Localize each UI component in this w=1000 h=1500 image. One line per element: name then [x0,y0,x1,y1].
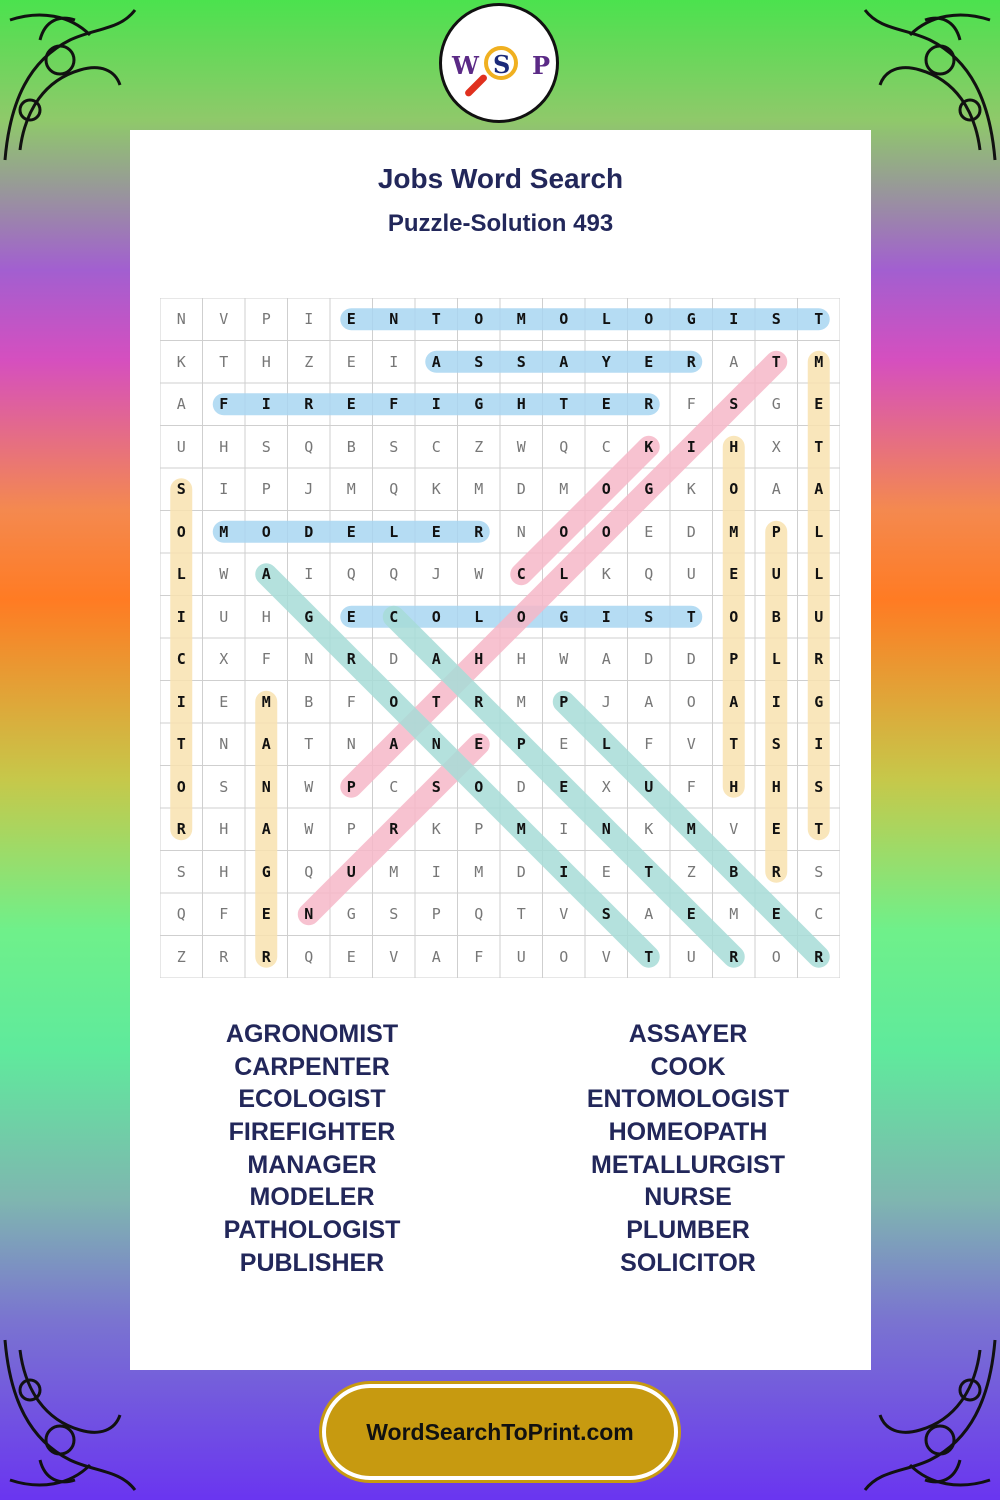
grid-letter: T [176,735,186,754]
grid-letter: R [474,692,484,711]
grid-letter: I [814,735,824,754]
grid-letter: S [516,352,526,371]
grid-letter: X [219,650,229,669]
grid-letter: C [601,437,611,456]
grid-letter: G [304,607,314,626]
grid-letter: I [304,565,314,584]
grid-letter: O [176,522,186,541]
grid-letter: W [516,437,526,456]
grid-letter: V [601,947,611,966]
grid-letter: H [474,650,484,669]
grid-letter: O [729,607,739,626]
grid-letter: Q [559,437,569,456]
grid-letter: F [389,395,399,414]
grid-letter: G [644,480,654,499]
grid-letter: Q [474,905,484,924]
grid-letter: R [176,820,186,839]
grid-letter: S [474,352,484,371]
grid-letter: H [729,777,739,796]
grid-letter: Q [389,480,399,499]
grid-letter: G [771,395,781,414]
grid-letter: R [389,820,399,839]
grid-letter: K [644,437,654,456]
grid-letter: T [559,395,569,414]
grid-letter: U [686,947,696,966]
grid-letter: O [389,692,399,711]
grid-letter: E [559,735,569,754]
grid-letter: I [304,310,314,329]
grid-letter: P [516,735,526,754]
logo-letter-s: S [493,50,511,79]
grid-letter: T [686,607,696,626]
grid-letter: G [814,692,824,711]
grid-letter: E [261,905,271,924]
grid-letter: O [559,522,569,541]
grid-letter: R [219,947,229,966]
grid-letter: U [686,565,696,584]
grid-letter: W [474,565,484,584]
grid-letter: O [431,607,441,626]
grid-letter: A [644,905,654,924]
grid-letter: G [559,607,569,626]
grid-letter: P [559,692,569,711]
grid-letter: J [431,565,441,584]
grid-letter: U [771,565,781,584]
grid-letter: I [686,437,696,456]
grid-letter: E [601,395,611,414]
grid-letter: Z [686,862,696,881]
grid-letter: F [686,395,696,414]
grid-letter: D [516,862,526,881]
grid-letter: J [601,692,611,711]
grid-letter: S [814,862,824,881]
grid-letter: Q [389,565,399,584]
grid-letter: D [644,650,654,669]
grid-letter: M [516,692,526,711]
grid-letter: P [346,777,356,796]
grid-letter: L [474,607,484,626]
grid-letter: V [559,905,569,924]
grid-letter: F [644,735,654,754]
word-search-grid [160,298,840,978]
grid-letter: S [176,862,186,881]
word-list-right [538,1018,838,1280]
grid-letter: U [176,437,186,456]
grid-letter: L [814,565,824,584]
grid-letter: V [729,820,739,839]
grid-letter: I [261,395,271,414]
grid-letter: D [304,522,314,541]
grid-letter: M [346,480,356,499]
grid-letter: Z [176,947,186,966]
grid-letter: M [219,522,229,541]
grid-letter: M [474,480,484,499]
grid-letter: E [346,947,356,966]
grid-letter: I [176,607,186,626]
grid-letter: A [431,947,441,966]
grid-letter: O [176,777,186,796]
grid-letter: A [601,650,611,669]
grid-letter: C [814,905,824,924]
grid-letter: S [261,437,271,456]
grid-letter: O [559,310,569,329]
grid-letter: M [261,692,271,711]
word-list-item: ASSAYER [628,1020,748,1048]
grid-letter: D [516,777,526,796]
grid-letter: C [389,777,399,796]
grid-letter: O [516,607,526,626]
grid-letter: S [219,777,229,796]
grid-letter: P [261,480,271,499]
grid-letter: N [389,310,399,329]
grid-letter: E [771,820,781,839]
grid-letter: L [814,522,824,541]
word-list-item: FIREFIGHTER [228,1118,396,1147]
grid-letter: F [346,692,356,711]
grid-letter: T [814,437,824,456]
grid-letter: I [559,862,569,881]
corner-flourish-ornament [860,1330,1000,1500]
grid-letter: X [771,437,781,456]
grid-letter: H [516,650,526,669]
grid-letter: M [814,352,824,371]
word-list-item: SOLICITOR [620,1248,756,1277]
grid-letter: H [771,777,781,796]
letter-grid [160,298,840,978]
grid-letter: O [474,777,484,796]
grid-letter: L [559,565,569,584]
grid-letter: R [686,352,696,371]
grid-letter: W [304,820,314,839]
grid-letter: P [474,820,484,839]
grid-letter: T [516,905,526,924]
corner-flourish-ornament [860,0,1000,170]
grid-letter: N [431,735,441,754]
grid-letter: M [559,480,569,499]
grid-letter: N [601,820,611,839]
grid-letter: T [644,947,654,966]
grid-letter: D [686,522,696,541]
word-list-item: MANAGER [247,1150,377,1179]
grid-letter: E [771,905,781,924]
grid-letter: N [219,735,229,754]
grid-letter: V [389,947,399,966]
grid-letter: O [686,692,696,711]
logo-letter-p: P [532,51,551,80]
grid-letter: A [814,480,824,499]
grid-letter: U [644,777,654,796]
grid-letter: C [431,437,441,456]
grid-letter: E [346,310,356,329]
grid-letter: T [814,310,824,329]
grid-letter: P [431,905,441,924]
wsp-logo[interactable] [439,3,559,123]
grid-letter: U [219,607,229,626]
grid-letter: O [601,480,611,499]
grid-letter: N [516,522,526,541]
grid-letter: H [219,437,229,456]
grid-letter: E [686,905,696,924]
grid-letter: P [771,522,781,541]
grid-letter: T [431,692,441,711]
grid-letter: E [644,352,654,371]
grid-letter: F [474,947,484,966]
grid-letter: A [261,565,271,584]
grid-letter: R [814,947,824,966]
corner-flourish-ornament [0,1330,140,1500]
grid-letter: S [814,777,824,796]
grid-letter: Z [304,352,314,371]
grid-letter: E [474,735,484,754]
page-subtitle: Puzzle-Solution 493 [387,210,614,237]
grid-letter: L [389,522,399,541]
word-list-item: AGRONOMIST [225,1020,399,1048]
grid-letter: A [729,692,739,711]
grid-letter: Q [346,565,356,584]
grid-letter: U [516,947,526,966]
grid-letter: H [219,820,229,839]
grid-letter: U [346,862,356,881]
grid-letter: B [346,437,356,456]
grid-letter: I [729,310,739,329]
grid-letter: T [644,862,654,881]
grid-letter: T [431,310,441,329]
grid-letter: A [771,480,781,499]
website-button[interactable]: WordSearchToPrint.com [322,1384,678,1480]
grid-letter: A [389,735,399,754]
grid-letter: E [346,395,356,414]
word-list-item: MODELER [249,1183,375,1212]
grid-letter: H [516,395,526,414]
grid-letter: R [346,650,356,669]
grid-letter: S [389,905,399,924]
grid-letter: E [346,352,356,371]
grid-letter: J [304,480,314,499]
grid-letter: H [261,607,271,626]
word-list-item: CARPENTER [234,1052,390,1081]
grid-letter: M [729,905,739,924]
grid-letter: K [686,480,696,499]
grid-letter: T [304,735,314,754]
grid-letter: M [389,862,399,881]
grid-letter: A [644,692,654,711]
word-list-item: NURSE [644,1183,732,1212]
grid-letter: E [814,395,824,414]
grid-letter: S [644,607,654,626]
grid-letter: O [474,310,484,329]
grid-letter: A [431,352,441,371]
grid-letter: O [601,522,611,541]
grid-letter: W [219,565,229,584]
grid-letter: E [559,777,569,796]
grid-letter: I [559,820,569,839]
grid-letter: M [474,862,484,881]
word-list-item: ECOLOGIST [238,1085,386,1114]
grid-letter: S [176,480,186,499]
grid-letter: I [219,480,229,499]
grid-letter: E [219,692,229,711]
grid-letter: C [389,607,399,626]
grid-letter: R [644,395,654,414]
grid-letter: R [729,947,739,966]
grid-letter: Q [176,905,186,924]
grid-letter: E [346,607,356,626]
grid-letter: L [771,650,781,669]
grid-letter: N [261,777,271,796]
grid-letter: K [431,820,441,839]
grid-letter: S [431,777,441,796]
grid-letter: C [516,565,526,584]
grid-letter: B [304,692,314,711]
grid-letter: R [474,522,484,541]
page-title: Jobs Word Search [377,163,624,194]
grid-letter: S [771,310,781,329]
grid-letter: F [261,650,271,669]
grid-letter: M [516,820,526,839]
logo-letter-w: W [452,51,479,80]
grid-letter: S [771,735,781,754]
grid-letter: O [729,480,739,499]
grid-letter: S [389,437,399,456]
grid-letter: E [346,522,356,541]
grid-letter: D [516,480,526,499]
grid-letter: E [729,565,739,584]
grid-letter: P [346,820,356,839]
grid-letter: C [176,650,186,669]
grid-letter: G [686,310,696,329]
grid-letter: N [176,310,186,329]
grid-letter: Q [304,437,314,456]
grid-letter: T [729,735,739,754]
grid-letter: K [176,352,186,371]
grid-letter: B [771,607,781,626]
grid-letter: K [601,565,611,584]
word-list-item: COOK [650,1052,726,1081]
corner-flourish-ornament [0,0,140,170]
grid-letter: A [261,735,271,754]
grid-letter: W [559,650,569,669]
grid-letter: Q [304,862,314,881]
grid-letter: I [601,607,611,626]
grid-letter: X [601,777,611,796]
grid-letter: L [601,310,611,329]
grid-letter: V [686,735,696,754]
grid-letter: R [304,395,314,414]
grid-letter: H [261,352,271,371]
grid-letter: F [686,777,696,796]
grid-letter: R [261,947,271,966]
word-list-item: HOMEOPATH [608,1118,768,1147]
grid-letter: V [219,310,229,329]
grid-letter: A [176,395,186,414]
grid-letter: Z [474,437,484,456]
grid-letter: A [559,352,569,371]
grid-letter: L [176,565,186,584]
grid-letter: N [304,650,314,669]
grid-letter: Q [644,565,654,584]
grid-letter: R [814,650,824,669]
grid-letter: Y [601,352,611,371]
word-list-item: PATHOLOGIST [223,1216,401,1245]
word-list-item: METALLURGIST [591,1150,785,1179]
grid-letter: G [474,395,484,414]
grid-letter: G [346,905,356,924]
grid-letter: R [771,862,781,881]
grid-letter: F [219,395,229,414]
grid-letter: I [389,352,399,371]
grid-letter: M [516,310,526,329]
grid-letter: U [814,607,824,626]
grid-letter: I [431,862,441,881]
grid-letter: W [304,777,314,796]
word-list-item: PLUMBER [626,1216,750,1245]
grid-letter: P [729,650,739,669]
grid-letter: D [686,650,696,669]
grid-letter: K [431,480,441,499]
grid-letter: B [729,862,739,881]
grid-letter: E [431,522,441,541]
grid-letter: N [346,735,356,754]
grid-letter: M [729,522,739,541]
grid-letter: L [601,735,611,754]
grid-letter: P [261,310,271,329]
grid-letter: I [771,692,781,711]
grid-letter: O [261,522,271,541]
grid-letter: I [176,692,186,711]
grid-letter: T [219,352,229,371]
grid-letter: O [771,947,781,966]
word-list-item: PUBLISHER [239,1248,385,1277]
grid-letter: F [219,905,229,924]
word-list-item: ENTOMOLOGIST [586,1085,790,1114]
grid-letter: N [304,905,314,924]
grid-letter: T [814,820,824,839]
grid-letter: H [729,437,739,456]
grid-letter: T [771,352,781,371]
word-list-left [162,1018,462,1280]
grid-letter: D [389,650,399,669]
grid-letter: I [431,395,441,414]
grid-letter: O [644,310,654,329]
grid-letter: E [601,862,611,881]
grid-letter: S [729,395,739,414]
grid-letter: E [644,522,654,541]
grid-letter: O [559,947,569,966]
grid-letter: K [644,820,654,839]
grid-letter: A [431,650,441,669]
grid-letter: A [261,820,271,839]
grid-letter: G [261,862,271,881]
grid-letter: M [686,820,696,839]
grid-letter: H [219,862,229,881]
grid-letter: A [729,352,739,371]
grid-letter: Q [304,947,314,966]
grid-letter: S [601,905,611,924]
